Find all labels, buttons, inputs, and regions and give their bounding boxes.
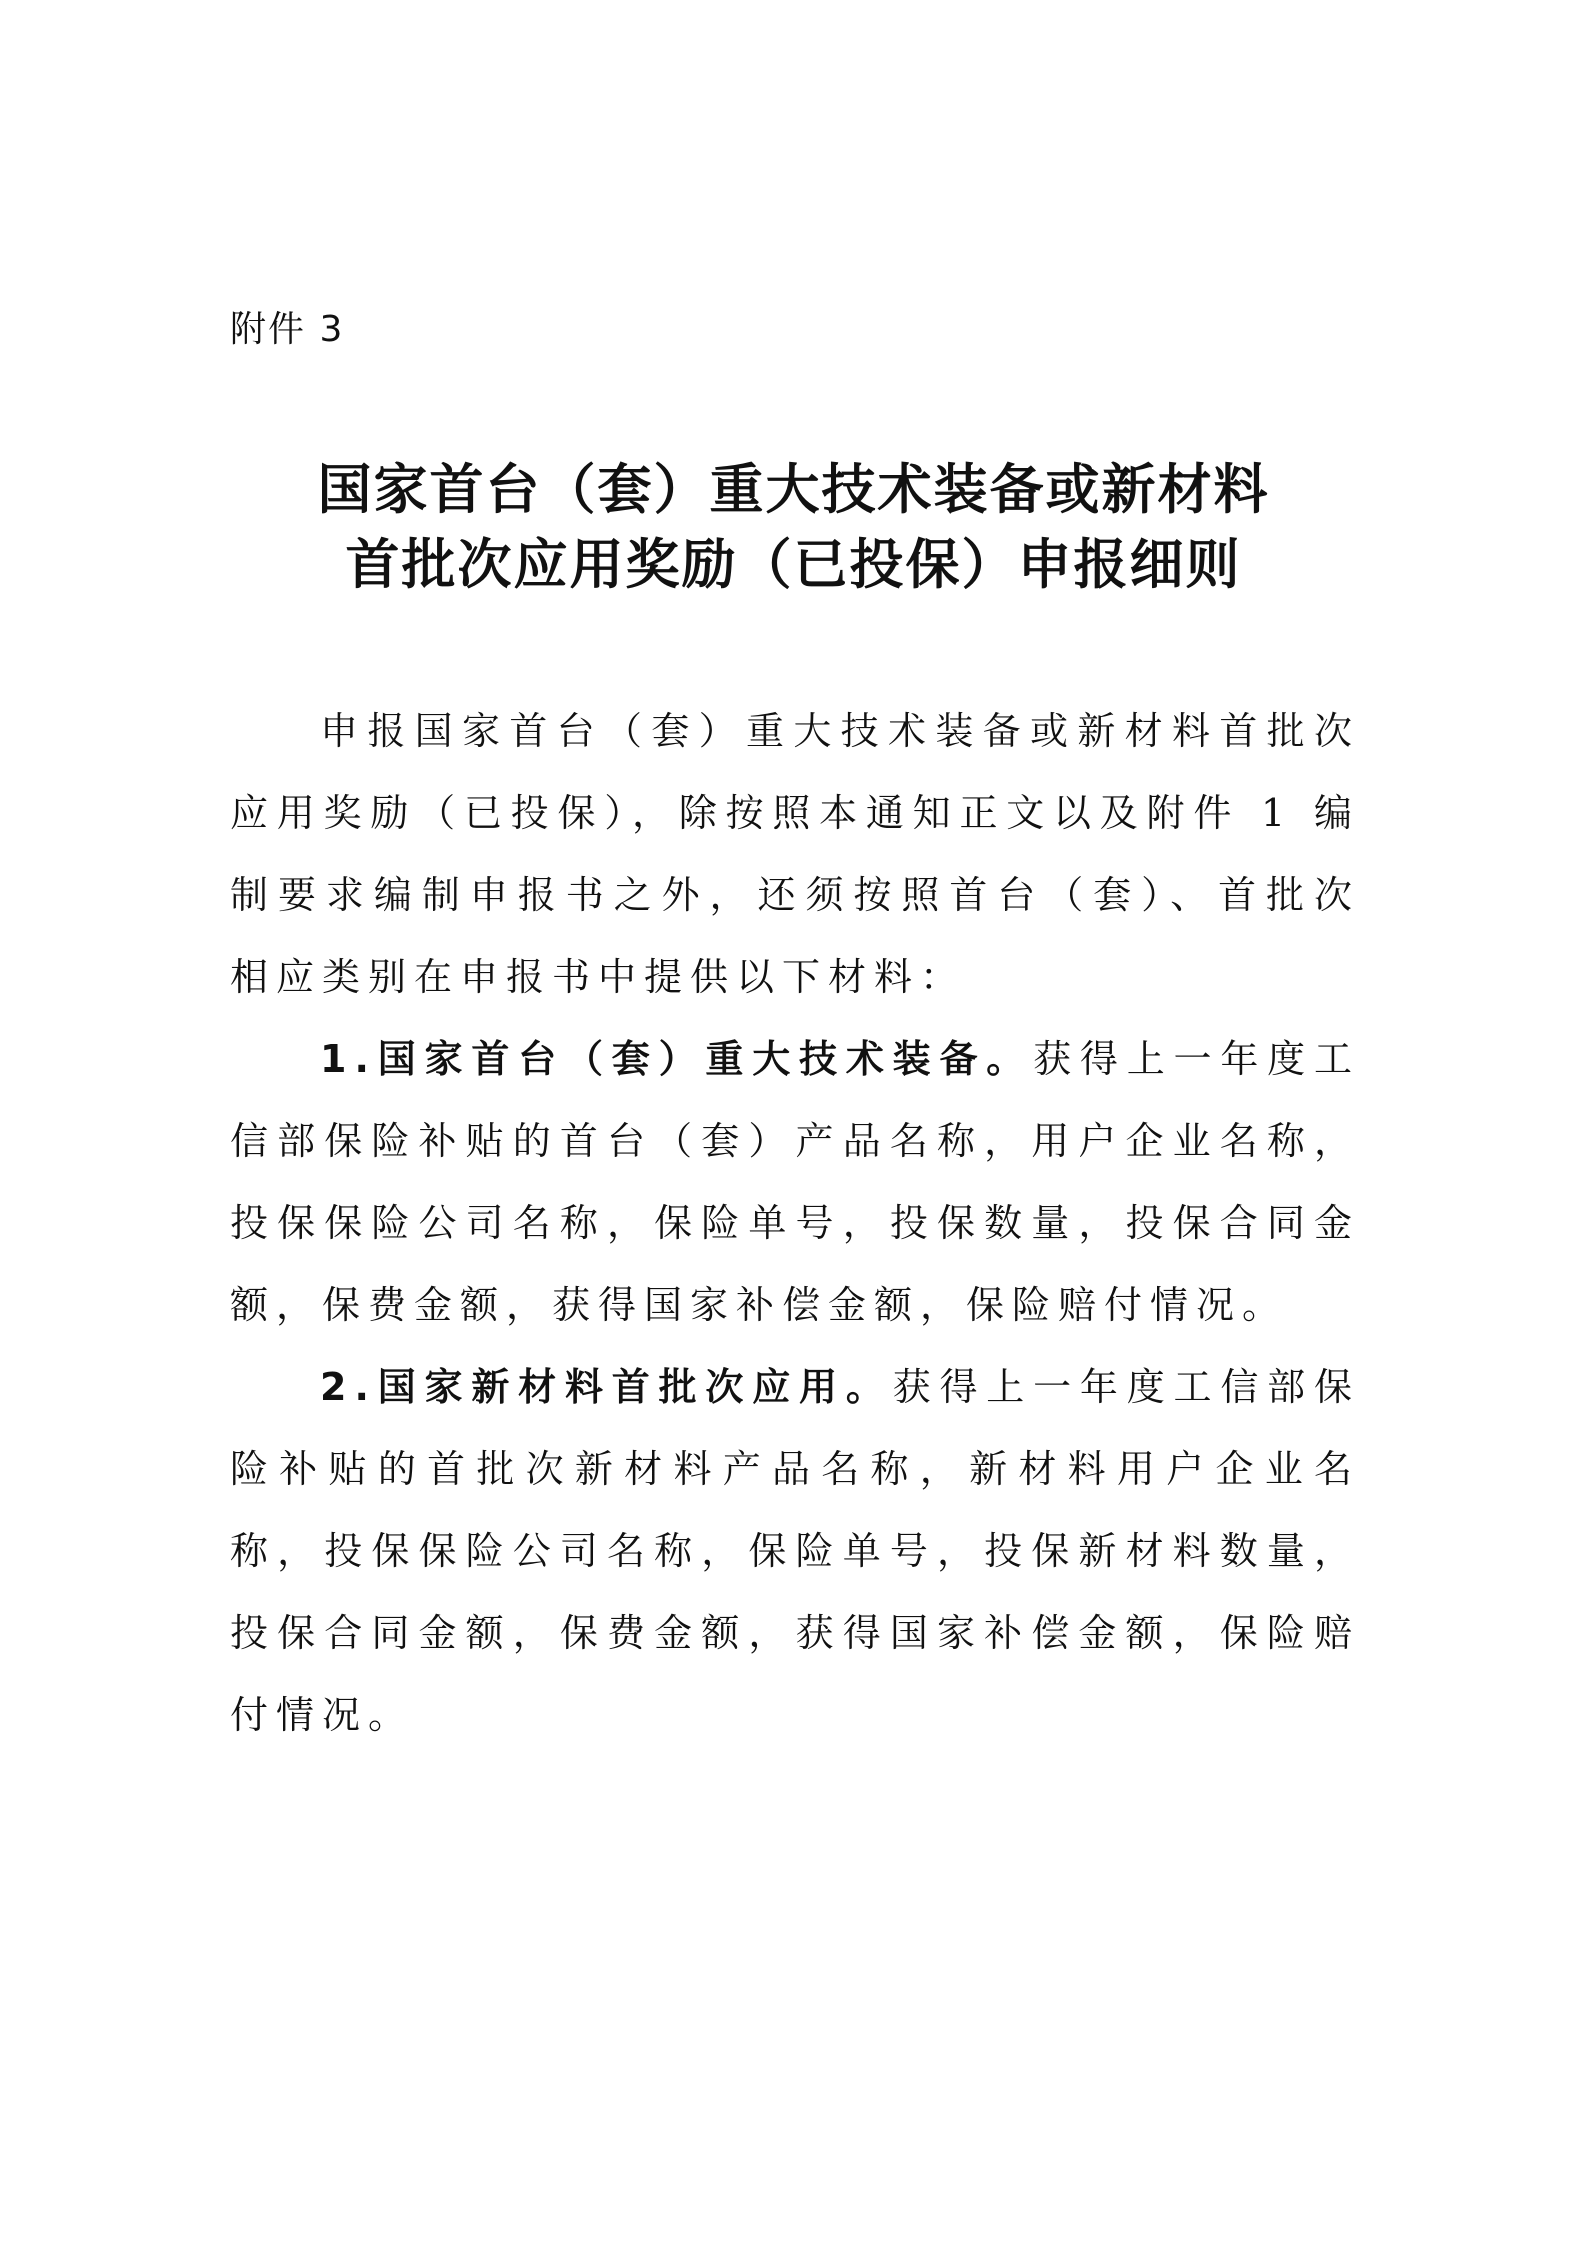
attachment-label: 附件 3 <box>230 309 345 350</box>
item-text-2: 获得上一年度工信部保险补贴的首批次新材料产品名称，新材料用户企业名称，投保保险公司名称，保险单号，投保新材料数量，投保合同金额，保费金额，获得国家补偿金额，保险赔付情况。 <box>230 1365 1360 1737</box>
intro-paragraph: 申报国家首台（套）重大技术装备或新材料首批次应用奖励（已投保），除按照本通知正文以及附件 1 编制要求编制申报书之外，还须按照首台（套）、首批次相应类别在申报书中提供以下材料： <box>230 709 1360 999</box>
item-text-1: 获得上一年度工信部保险补贴的首台（套）产品名称，用户企业名称，投保保险公司名称，保险单号，投保数量，投保合同金额，保费金额，获得国家补偿金额，保险赔付情况。 <box>230 1037 1360 1327</box>
document-body <box>230 690 1360 1756</box>
item-paragraph-2 <box>230 1346 1360 1756</box>
item-heading-1: 1.国家首台（套）重大技术装备。 <box>320 1037 1034 1081</box>
document-title-line-2: 首批次应用奖励（已投保）申报细则 <box>345 533 1242 596</box>
item-heading-2: 2.国家新材料首批次应用。 <box>320 1365 893 1409</box>
document-title-line-1: 国家首台（套）重大技术装备或新材料 <box>317 458 1270 521</box>
item-paragraph-1 <box>230 1018 1360 1346</box>
